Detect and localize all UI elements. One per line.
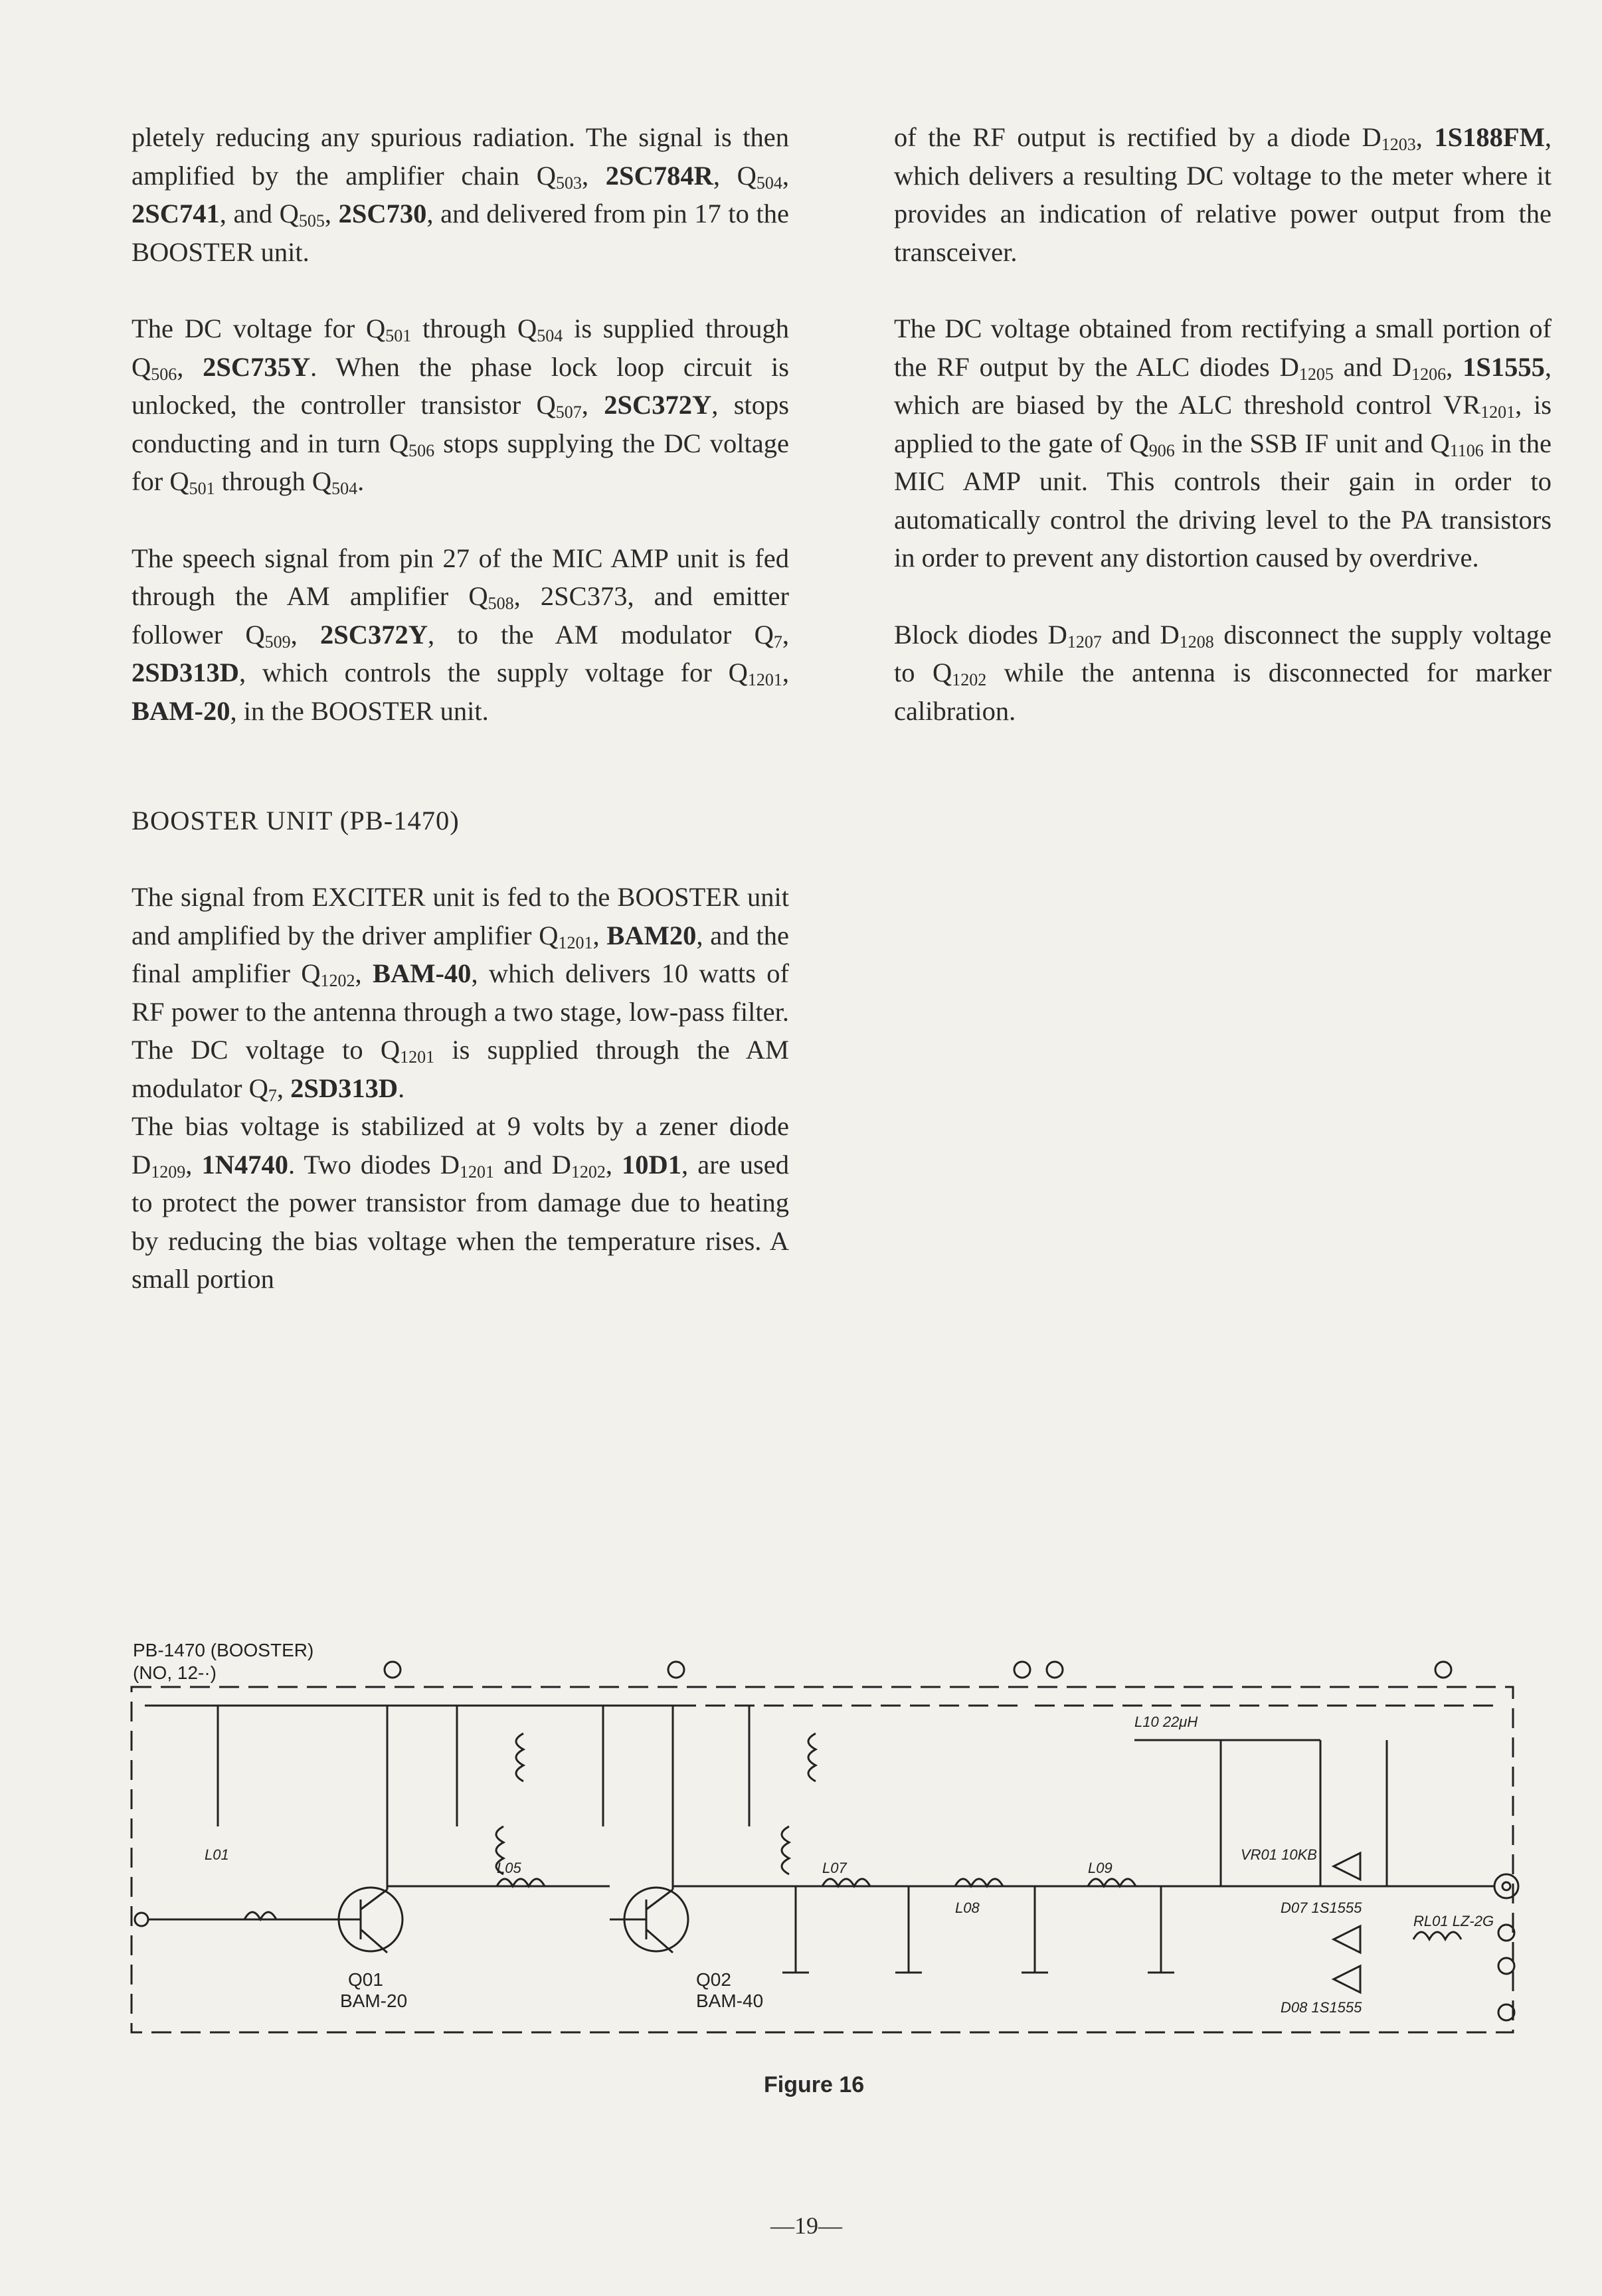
label-l07: L07 (822, 1860, 847, 1876)
label-d08: D08 1S1555 (1281, 1999, 1362, 2016)
label-d07: D07 1S1555 (1281, 1899, 1362, 1916)
label-l10: L10 22μH (1134, 1714, 1198, 1730)
right-column (894, 118, 1552, 730)
label-rl01: RL01 LZ-2G (1413, 1913, 1494, 1929)
figure-caption: Figure 16 (764, 2072, 865, 2097)
paragraph: The DC voltage obtained from rectifying a small portion of the RF output by the ALC diodes $D_{1205}$ and $D_{1206}$, 1S1555, which are biased by the ALC threshold control $VR_{1201}$, is applied to the gate of $Q_{906}$ in the SSB IF unit and $Q_{1106}$ in the MIC AMP unit. This controls their gain in order to automatically control the driving level to the PA transistors in order to prevent any distortion caused by overdrive. (894, 313, 1552, 573)
schematic-title: PB-1470 (BOOSTER) (133, 1640, 314, 1660)
label-l05: L05 (497, 1860, 521, 1876)
paragraph: The DC voltage for $Q_{501}$ through $Q_{504}$ is supplied through $Q_{506}$, 2SC735Y. When the phase lock loop circuit is unlocked, the controller transistor $Q_{507}$, 2SC372Y, stops conducting and in turn $Q_{506}$ stops supplying the DC voltage for $Q_{501}$ through $Q_{504}$. (132, 313, 789, 498)
label-vr01: VR01 10KB (1241, 1846, 1317, 1863)
label-l08: L08 (955, 1899, 980, 1916)
paragraph: The bias voltage is stabilized at 9 volts by a zener diode $D_{1209}$, 1N4740. Two diodes $D_{1201}$ and $D_{1202}$, 10D1, are used to protect the power transistor from damage due to heating by reducing the bias voltage when the temperature rises. A small portion (132, 1111, 789, 1294)
paragraph: The signal from EXCITER unit is fed to the BOOSTER unit and amplified by the driver amplifier $Q_{1201}$, BAM20, and the final amplifier $Q_{1202}$, BAM-40, which delivers 10 watts of RF power to the antenna through a two stage, low-pass filter. The DC voltage to $Q_{1201}$ is supplied through the AM modulator $Q_7$, 2SD313D. (132, 882, 790, 1105)
left-column (132, 118, 789, 1298)
paragraph: pletely reducing any spurious radiation. The signal is then amplified by the amplifier chain $Q_{503}$, 2SC784R, $Q_{504}$, 2SC741, and $Q_{505}$, 2SC730, and delivered from pin 17 to the BOOSTER unit. (132, 122, 790, 267)
paragraph: Block diodes $D_{1207}$ and $D_{1208}$ disconnect the supply voltage to $Q_{1202}$ while the antenna is disconnected for marker calibration. (894, 619, 1552, 726)
paragraph: of the RF output is rectified by a diode $D_{1203}$, 1S188FM, which delivers a resulting DC voltage to the meter where it provides an indication of relative power output from the transceiver. (894, 122, 1552, 267)
booster-schematic (125, 1640, 1522, 2092)
label-q01: Q01 (348, 1969, 383, 1990)
label-q02: Q02 (696, 1969, 731, 1990)
paragraph: The speech signal from pin 27 of the MIC AMP unit is fed through the AM amplifier $Q_{508}$, 2SC373, and emitter follower $Q_{509}$, 2SC372Y, to the AM modulator $Q_7$, 2SD313D, which controls the supply voltage for $Q_{1201}$, BAM-20, in the BOOSTER unit. (132, 543, 789, 726)
label-q02-type: BAM-40 (696, 1990, 764, 2011)
label-l01: L01 (205, 1846, 229, 1863)
section-heading: BOOSTER UNIT (PB-1470) (132, 806, 460, 836)
label-q01-type: BAM-20 (340, 1990, 408, 2011)
page-number: —19— (770, 2212, 842, 2239)
schematic-subtitle: (NO, 12-·) (133, 1662, 217, 1683)
label-l09: L09 (1088, 1860, 1112, 1876)
